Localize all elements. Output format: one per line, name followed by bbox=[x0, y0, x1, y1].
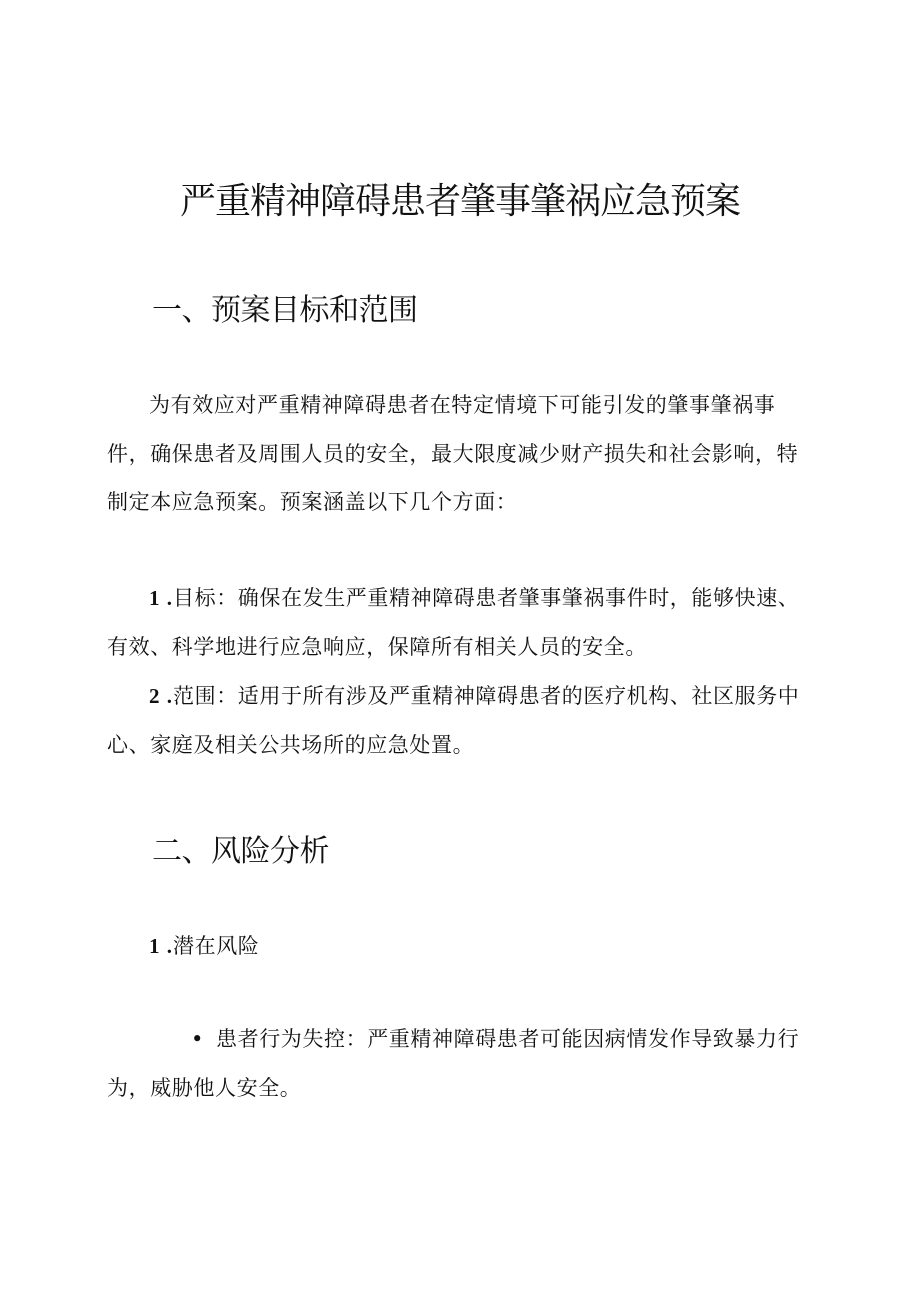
section-2-subheading-1 bbox=[107, 922, 817, 971]
item-2-number: 2 . bbox=[149, 684, 173, 708]
bullet-1-text: 患者行为失控：严重精神障碍患者可能因病情发作导致暴力行为，威胁他人安全。 bbox=[107, 1027, 800, 1100]
section-2-bullet-1 bbox=[107, 1015, 817, 1112]
section-1-intro-paragraph: 为有效应对严重精神障碍患者在特定情境下可能引发的肇事肇祸事件，确保患者及周围人员的安全，最大限度减少财产损失和社会影响，特制定本应急预案。预案涵盖以下几个方面： bbox=[107, 393, 799, 514]
section-2-heading: 二、风险分析 bbox=[152, 834, 329, 869]
item-1-number: 1 . bbox=[149, 586, 173, 610]
section-1-heading: 一、预案目标和范围 bbox=[152, 293, 418, 328]
subheading-1-number: 1 . bbox=[149, 934, 173, 958]
section-1-item-2 bbox=[107, 672, 817, 769]
section-1-item-1 bbox=[107, 574, 817, 671]
document-title: 严重精神障碍患者肇事肇祸应急预案 bbox=[179, 181, 740, 222]
subheading-1-text: 潜在风险 bbox=[173, 934, 260, 958]
item-2-text: 范围：适用于所有涉及严重精神障碍患者的医疗机构、社区服务中心、家庭及相关公共场所的应急处置。 bbox=[107, 684, 800, 757]
item-1-text: 目标：确保在发生严重精神障碍患者肇事肇祸事件时，能够快速、有效、科学地进行应急响应，保障所有相关人员的安全。 bbox=[107, 586, 800, 659]
bullet-dot-icon: • bbox=[191, 1027, 204, 1051]
